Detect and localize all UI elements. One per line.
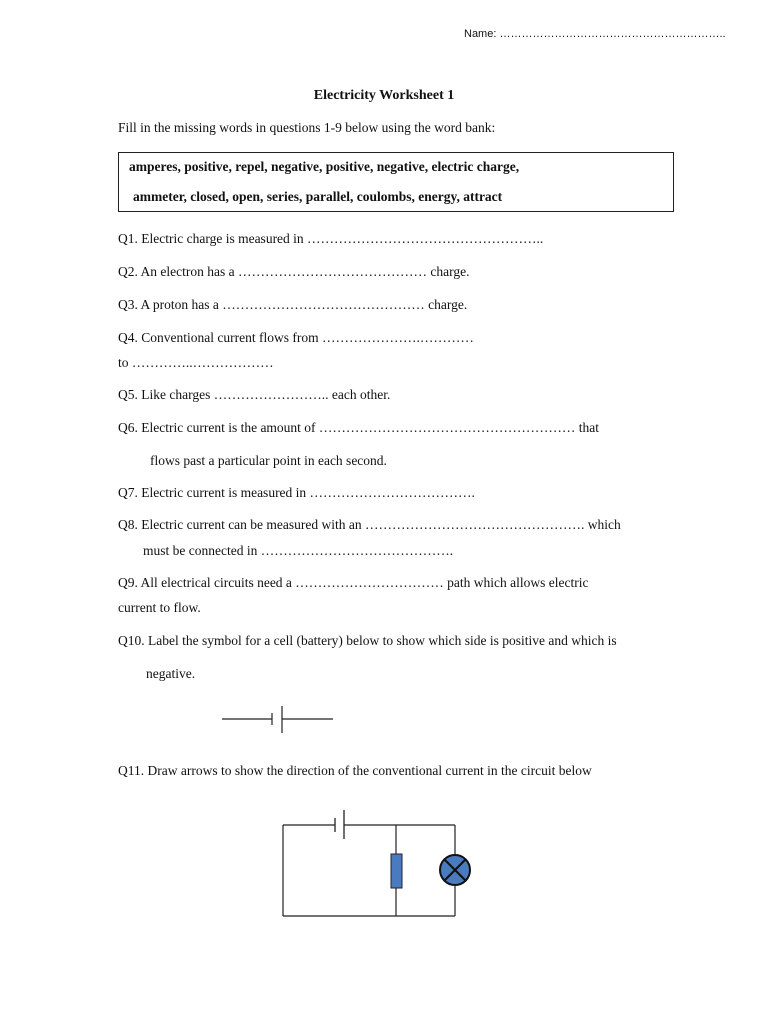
question-4-continued: to …………..………………: [118, 355, 274, 370]
question-11: Q11. Draw arrows to show the direction of the conventional current in the circuit below: [118, 763, 592, 778]
question-2: Q2. An electron has a …………………………………… charge.: [118, 264, 470, 279]
worksheet-title: Electricity Worksheet 1: [313, 88, 455, 103]
word-bank-line-1: amperes, positive, repel, negative, positive, negative, electric charge,: [129, 159, 520, 174]
question-3: Q3. A proton has a ……………………………………… charge.: [118, 297, 468, 312]
question-5: Q5. Like charges …………………….. each other.: [118, 387, 391, 402]
resistor-icon: [391, 854, 402, 888]
cell-symbol-icon: [220, 704, 340, 736]
question-10: Q10. Label the symbol for a cell (battery) below to show which side is positive and which is: [118, 633, 617, 648]
question-9: Q9. All electrical circuits need a …………………………… path which allows electric: [118, 575, 589, 590]
question-1: Q1. Electric charge is measured in ……………………………………………..: [118, 231, 544, 246]
circuit-diagram-icon: [280, 805, 480, 925]
question-6-continued: flows past a particular point in each second.: [150, 453, 387, 468]
question-8-continued: must be connected in …………………………………….: [143, 543, 454, 558]
name-line: Name: ……………………………………………………..: [464, 28, 726, 40]
question-8: Q8. Electric current can be measured with an …………………………………………. which: [118, 517, 621, 532]
word-bank-box: [118, 152, 674, 212]
question-6: Q6. Electric current is the amount of ………………………………………………… that: [118, 420, 600, 435]
question-7: Q7. Electric current is measured in ……………………………….: [118, 485, 475, 500]
word-bank-line-2: ammeter, closed, open, series, parallel, coulombs, energy, attract: [133, 189, 503, 204]
question-10-continued: negative.: [146, 666, 196, 681]
instruction-text: Fill in the missing words in questions 1-9 below using the word bank:: [118, 120, 496, 135]
question-9-continued: current to flow.: [118, 600, 201, 615]
question-4: Q4. Conventional current flows from ………………….…………: [118, 330, 474, 345]
lamp-icon: [440, 855, 470, 885]
